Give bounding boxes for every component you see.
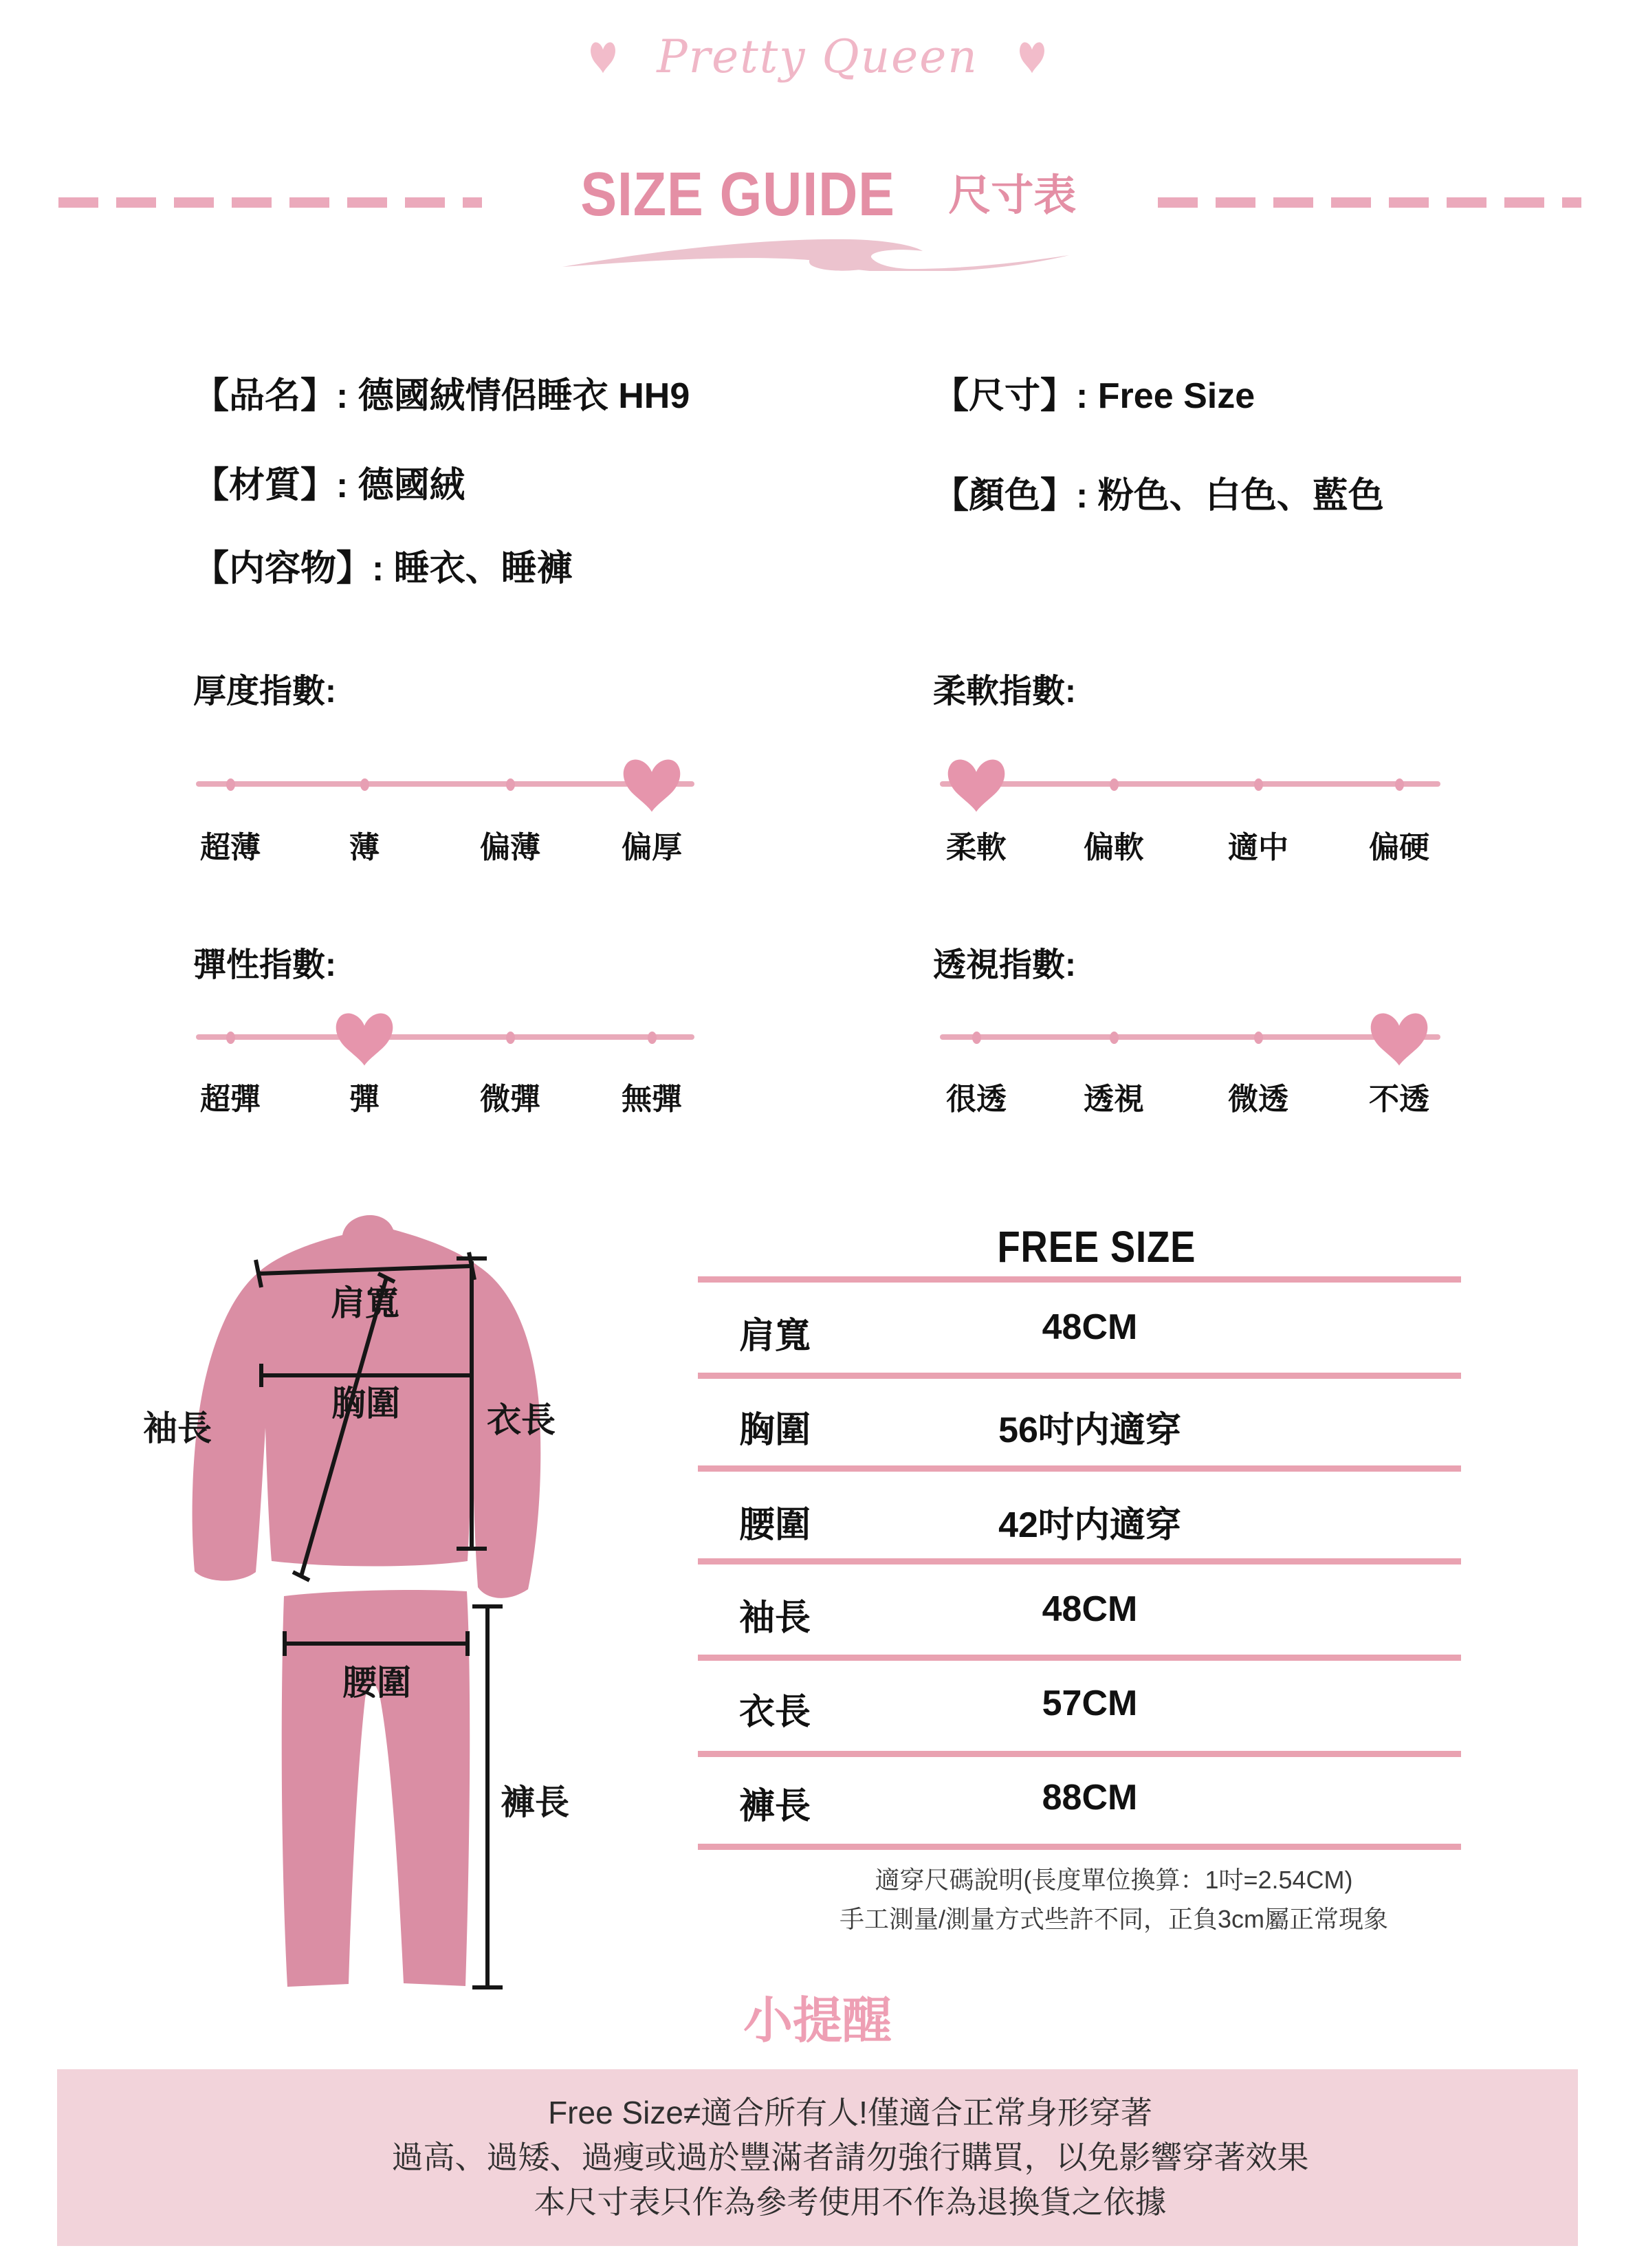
table-row-value: 42吋内適穿 [998, 1505, 1181, 1545]
scale-dot [506, 1032, 515, 1044]
scale-dot [226, 1032, 235, 1044]
product-name-label: 【品名】 [193, 376, 337, 416]
heart-marker-icon [620, 753, 683, 816]
material-row [193, 456, 465, 508]
scale-label: 微透 [1228, 1082, 1288, 1116]
notice-line: Free Size≠適合所有人!僅適合正常身形穿著 [548, 2095, 1152, 2130]
page-title [0, 160, 1635, 230]
scale-dot [1395, 778, 1404, 791]
table-divider [698, 1276, 1461, 1283]
pajama-measurement-diagram [124, 1169, 619, 2008]
scale-dot [648, 1032, 657, 1044]
scale-line [940, 781, 1440, 787]
table-row-value: 57CM [1042, 1683, 1138, 1723]
scale-label: 超彈 [200, 1082, 261, 1116]
scale-label: 偏薄 [480, 831, 540, 864]
transparency-scale-title: 透視指數: [933, 947, 1076, 983]
table-divider [698, 1655, 1461, 1661]
scale-label: 偏軟 [1084, 831, 1144, 864]
scale-label: 不透 [1369, 1082, 1429, 1116]
size-value: : Free Size [1076, 376, 1255, 416]
table-row-label: 胸圍 [739, 1410, 811, 1450]
scale-label: 超薄 [200, 831, 261, 864]
table-row-label: 腰圍 [739, 1505, 811, 1545]
table-divider [698, 1751, 1461, 1757]
chest-measure-label: 胸圍 [331, 1384, 400, 1423]
length-measure-label: 衣長 [487, 1401, 556, 1439]
heart-marker-icon [1368, 1007, 1431, 1070]
table-row-label: 袖長 [739, 1598, 811, 1638]
material-label: 【材質】 [193, 466, 337, 505]
scale-dot [1254, 1032, 1263, 1044]
table-row-value: 88CM [1042, 1778, 1138, 1818]
scale-dot [506, 778, 515, 791]
brand-logo [0, 30, 1635, 83]
brand-name: Pretty Queen [657, 30, 978, 83]
heart-icon [589, 39, 617, 76]
table-row-value: 48CM [1042, 1307, 1138, 1347]
scale-label: 很透 [946, 1082, 1007, 1116]
size-table-header: FREE SIZE [997, 1222, 1196, 1272]
softness-scale [933, 664, 1456, 871]
scale-dot [972, 1032, 981, 1044]
size-note-conversion: 適穿尺碼說明(長度單位換算：1吋=2.54CM) [875, 1866, 1353, 1894]
notice-line: 本尺寸表只作為參考使用不作為退換貨之依據 [534, 2184, 1167, 2220]
size-note-tolerance: 手工測量/測量方式些許不同，正負3cm屬正常現象 [839, 1905, 1388, 1933]
scale-dot [1254, 778, 1263, 791]
table-row-label: 衣長 [739, 1692, 811, 1732]
pants-measure-label: 褲長 [501, 1783, 569, 1822]
shoulder-measure-label: 肩寬 [331, 1284, 399, 1322]
table-divider [698, 1844, 1461, 1850]
scale-line [196, 1034, 694, 1040]
heart-marker-icon [333, 1007, 396, 1070]
scale-label: 柔軟 [946, 831, 1007, 864]
softness-scale-title: 柔軟指數: [933, 673, 1076, 710]
waist-measure-label: 腰圍 [342, 1664, 411, 1702]
heart-marker-icon [945, 753, 1008, 816]
scale-label: 偏硬 [1369, 831, 1429, 864]
notice-box [57, 2069, 1578, 2246]
contents-label: 【内容物】 [193, 549, 373, 589]
scale-label: 微彈 [480, 1082, 540, 1116]
title-zh: 尺寸表 [948, 172, 1077, 219]
scale-dot [360, 778, 369, 791]
table-row-value: 48CM [1042, 1589, 1138, 1629]
elasticity-scale [193, 930, 716, 1136]
table-row-value: 56吋内適穿 [998, 1410, 1181, 1450]
sleeve-measure-label: 袖長 [143, 1409, 212, 1448]
product-name-value: : 德國絨情侶睡衣 HH9 [336, 376, 690, 416]
brush-swoosh-decoration [560, 232, 1073, 271]
scale-label: 無彈 [622, 1082, 682, 1116]
table-divider [698, 1465, 1461, 1472]
thickness-scale-title: 厚度指數: [193, 673, 336, 710]
contents-row [193, 539, 573, 591]
scale-label: 適中 [1228, 831, 1288, 864]
table-row-label: 褲長 [739, 1787, 811, 1827]
scale-dot [1110, 778, 1119, 791]
elasticity-scale-title: 彈性指數: [193, 947, 336, 983]
color-row [933, 466, 1384, 518]
pajama-pants-shape [282, 1590, 470, 1987]
table-divider [698, 1373, 1461, 1379]
table-divider [698, 1558, 1461, 1564]
scale-line [940, 1034, 1440, 1040]
size-row [933, 367, 1255, 418]
transparency-scale [933, 930, 1456, 1136]
scale-dot [226, 778, 235, 791]
notice-line: 過高、過矮、過瘦或過於豐滿者請勿強行購買，以免影響穿著效果 [391, 2139, 1309, 2175]
pants-measure-line [472, 1606, 503, 1987]
heart-icon [1018, 39, 1046, 76]
reminder-heading: 小提醒 [743, 1994, 892, 2049]
size-label: 【尺寸】 [933, 376, 1077, 416]
title-en: SIZE GUIDE [580, 160, 895, 229]
scale-dot [1110, 1032, 1119, 1044]
scale-label: 偏厚 [622, 831, 682, 864]
contents-value: : 睡衣、睡褲 [372, 549, 573, 589]
table-row-label: 肩寬 [739, 1316, 811, 1356]
material-value: : 德國絨 [336, 466, 465, 505]
color-label: 【顏色】 [933, 476, 1077, 516]
thickness-scale [193, 664, 716, 871]
scale-label: 薄 [349, 831, 380, 864]
scale-label: 彈 [349, 1082, 380, 1116]
color-value: : 粉色、白色、藍色 [1076, 476, 1384, 516]
product-name-row [193, 367, 690, 418]
scale-label: 透視 [1084, 1082, 1144, 1116]
